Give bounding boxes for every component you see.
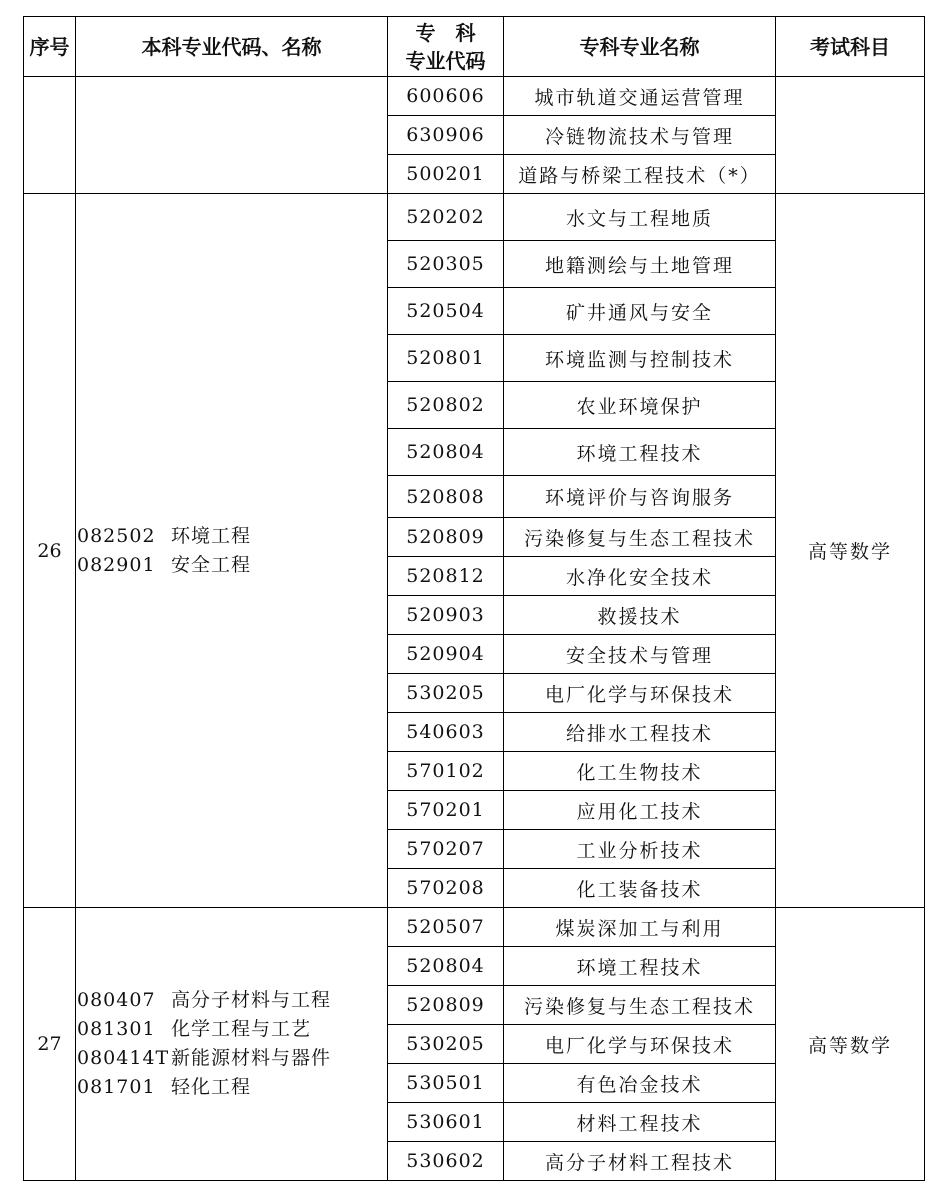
vocational-name: 环境监测与控制技术 (504, 335, 776, 382)
undergrad-major-code: 082901 (77, 553, 156, 576)
group-exam-subject: 高等数学 (776, 908, 925, 1181)
vocational-name: 材料工程技术 (504, 1103, 776, 1142)
undergrad-major-code: 082502 (77, 524, 156, 547)
vocational-code: 520504 (388, 288, 504, 335)
vocational-code: 540603 (388, 713, 504, 752)
undergrad-major-name: 安全工程 (171, 553, 252, 576)
group-seq: 26 (24, 194, 76, 908)
vocational-code: 520903 (388, 596, 504, 635)
undergrad-major (77, 1044, 387, 1073)
vocational-name: 化工装备技术 (504, 869, 776, 908)
vocational-name: 环境工程技术 (504, 947, 776, 986)
vocational-code: 520809 (388, 986, 504, 1025)
vocational-code: 520802 (388, 382, 504, 429)
vocational-name: 环境工程技术 (504, 429, 776, 476)
vocational-name: 有色冶金技术 (504, 1064, 776, 1103)
vocational-code: 520801 (388, 335, 504, 382)
vocational-name: 电厂化学与环保技术 (504, 674, 776, 713)
group-undergrad-majors (76, 77, 388, 194)
vocational-name: 给排水工程技术 (504, 713, 776, 752)
vocational-code: 530205 (388, 1025, 504, 1064)
header-subject: 考试科目 (776, 17, 925, 77)
undergrad-major-code: 081701 (77, 1076, 156, 1098)
undergrad-major (77, 1015, 387, 1044)
table-row (24, 908, 925, 947)
vocational-name: 水净化安全技术 (504, 557, 776, 596)
vocational-name: 应用化工技术 (504, 791, 776, 830)
vocational-code: 600606 (388, 77, 504, 116)
undergrad-major (77, 551, 387, 580)
vocational-code: 520507 (388, 908, 504, 947)
undergrad-major-code: 080407 (77, 989, 156, 1011)
undergrad-major-code: 080414T (77, 1047, 170, 1069)
vocational-code: 520202 (388, 194, 504, 241)
vocational-code: 530205 (388, 674, 504, 713)
vocational-name: 地籍测绘与土地管理 (504, 241, 776, 288)
undergrad-major-name: 环境工程 (171, 524, 252, 547)
vocational-code: 570207 (388, 830, 504, 869)
vocational-name: 电厂化学与环保技术 (504, 1025, 776, 1064)
vocational-name: 水文与工程地质 (504, 194, 776, 241)
vocational-name: 安全技术与管理 (504, 635, 776, 674)
undergrad-major-name: 化学工程与工艺 (171, 1018, 312, 1040)
vocational-code: 520809 (388, 518, 504, 557)
group-seq (24, 77, 76, 194)
vocational-name: 农业环境保护 (504, 382, 776, 429)
vocational-name: 污染修复与生态工程技术 (504, 986, 776, 1025)
vocational-code: 530601 (388, 1103, 504, 1142)
majors-table (23, 16, 925, 1181)
vocational-code: 520808 (388, 476, 504, 518)
vocational-name: 煤炭深加工与利用 (504, 908, 776, 947)
vocational-name: 城市轨道交通运营管理 (504, 77, 776, 116)
header-seq: 序号 (24, 17, 76, 77)
vocational-code: 520305 (388, 241, 504, 288)
vocational-name: 化工生物技术 (504, 752, 776, 791)
vocational-name: 工业分析技术 (504, 830, 776, 869)
group-undergrad-majors (76, 908, 388, 1181)
undergrad-major-name: 轻化工程 (171, 1076, 252, 1098)
vocational-name: 高分子材料工程技术 (504, 1142, 776, 1181)
undergrad-major (77, 986, 387, 1015)
table-body (24, 77, 925, 1181)
vocational-code: 530602 (388, 1142, 504, 1181)
group-undergrad-majors (76, 194, 388, 908)
vocational-code: 520812 (388, 557, 504, 596)
vocational-code: 520804 (388, 947, 504, 986)
undergrad-major (77, 522, 387, 551)
header-name: 专科专业名称 (504, 17, 776, 77)
vocational-code: 500201 (388, 155, 504, 194)
vocational-name: 环境评价与咨询服务 (504, 476, 776, 518)
undergrad-major-name: 高分子材料与工程 (171, 989, 332, 1011)
vocational-code: 570208 (388, 869, 504, 908)
vocational-name: 污染修复与生态工程技术 (504, 518, 776, 557)
vocational-name: 矿井通风与安全 (504, 288, 776, 335)
group-exam-subject (776, 77, 925, 194)
group-exam-subject: 高等数学 (776, 194, 925, 908)
vocational-code: 520804 (388, 429, 504, 476)
undergrad-major-name: 新能源材料与器件 (171, 1047, 332, 1069)
vocational-code: 570102 (388, 752, 504, 791)
table-row (24, 194, 925, 241)
vocational-code: 570201 (388, 791, 504, 830)
header-row (24, 17, 925, 77)
vocational-name: 冷链物流技术与管理 (504, 116, 776, 155)
undergrad-major-code: 081301 (77, 1018, 156, 1040)
vocational-code: 630906 (388, 116, 504, 155)
vocational-code: 530501 (388, 1064, 504, 1103)
vocational-name: 道路与桥梁工程技术（*） (504, 155, 776, 194)
vocational-name: 救援技术 (504, 596, 776, 635)
group-seq: 27 (24, 908, 76, 1181)
header-code-line1: 专 科 (415, 20, 476, 45)
header-code-line2: 专业代码 (405, 48, 486, 73)
vocational-code: 520904 (388, 635, 504, 674)
header-code (388, 17, 504, 77)
table-row (24, 77, 925, 116)
undergrad-major (77, 1073, 387, 1102)
header-undergrad: 本科专业代码、名称 (76, 17, 388, 77)
